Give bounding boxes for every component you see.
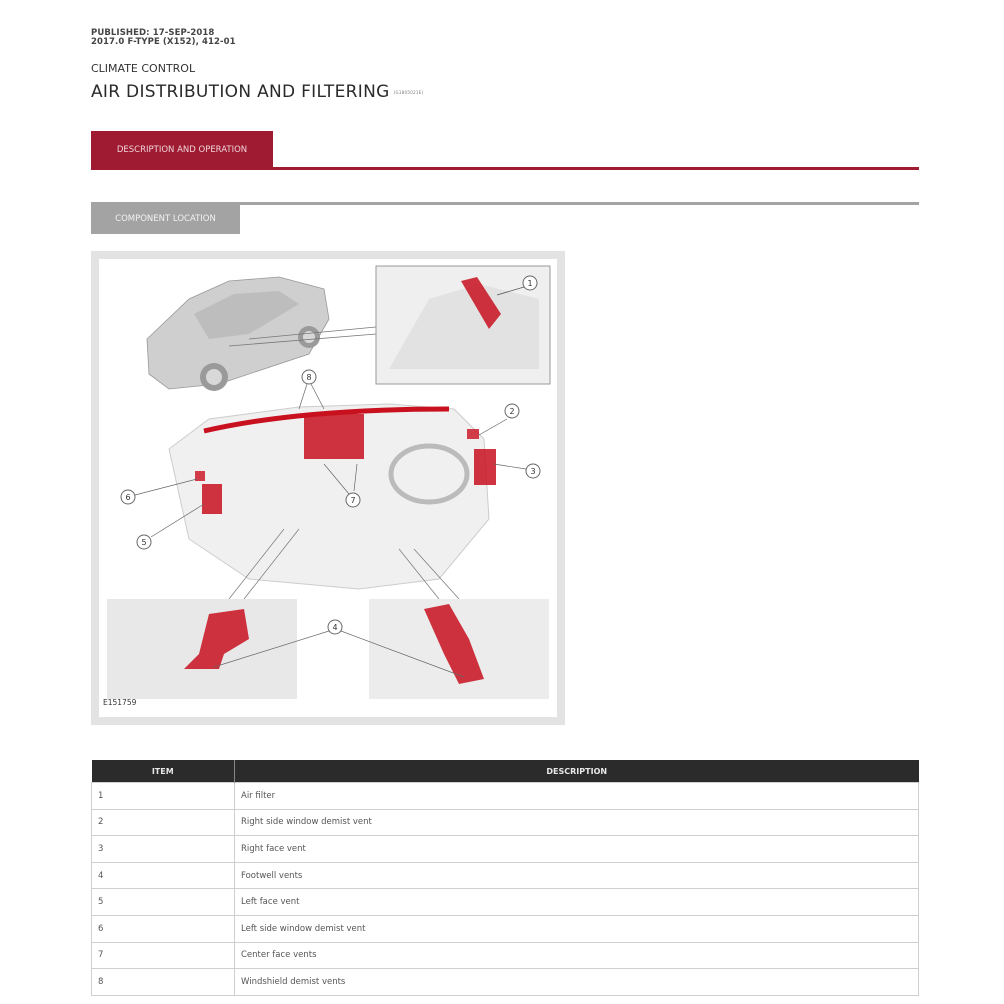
car-illustration xyxy=(147,277,376,391)
figure-canvas xyxy=(99,259,557,717)
table-row xyxy=(92,969,919,996)
footwell-insets xyxy=(107,599,549,699)
item-description: Left face vent xyxy=(235,889,919,916)
table-row xyxy=(92,836,919,863)
section-name: CLIMATE CONTROL xyxy=(91,62,196,75)
table-row xyxy=(92,862,919,889)
divider-red xyxy=(91,167,919,170)
svg-text:8: 8 xyxy=(306,373,312,382)
component-location-figure xyxy=(91,251,565,725)
page-title xyxy=(91,82,423,102)
svg-text:2: 2 xyxy=(509,407,515,416)
table-row xyxy=(92,809,919,836)
svg-text:6: 6 xyxy=(125,493,131,502)
model-info: 2017.0 F-TYPE (X152), 412-01 xyxy=(91,37,236,47)
svg-text:1: 1 xyxy=(527,279,533,288)
item-description: Footwell vents xyxy=(235,862,919,889)
figure-id: E151759 xyxy=(103,698,137,707)
publication-info xyxy=(91,29,236,47)
tab-component-location[interactable]: COMPONENT LOCATION xyxy=(91,203,240,234)
air-filter-inset xyxy=(376,266,550,384)
component-table xyxy=(91,760,919,996)
item-number: 6 xyxy=(92,915,235,942)
dashboard-illustration xyxy=(121,370,540,599)
table-header-row xyxy=(92,760,919,783)
item-description: Left side window demist vent xyxy=(235,915,919,942)
tab-description-and-operation[interactable]: DESCRIPTION AND OPERATION xyxy=(91,131,273,169)
svg-text:4: 4 xyxy=(332,623,338,632)
item-description: Center face vents xyxy=(235,942,919,969)
item-number: 7 xyxy=(92,942,235,969)
table-row xyxy=(92,915,919,942)
item-number: 5 xyxy=(92,889,235,916)
item-description: Right side window demist vent xyxy=(235,809,919,836)
page-title-text: AIR DISTRIBUTION AND FILTERING xyxy=(91,82,390,102)
item-description: Right face vent xyxy=(235,836,919,863)
svg-text:3: 3 xyxy=(530,467,536,476)
item-number: 2 xyxy=(92,809,235,836)
table-row xyxy=(92,783,919,810)
reference-code: (G1805021E) xyxy=(393,89,424,95)
header-description: DESCRIPTION xyxy=(235,760,919,783)
item-number: 8 xyxy=(92,969,235,996)
item-number: 4 xyxy=(92,862,235,889)
header-item: ITEM xyxy=(92,760,235,783)
svg-text:7: 7 xyxy=(350,496,356,505)
item-number: 1 xyxy=(92,783,235,810)
table-row xyxy=(92,889,919,916)
item-description: Windshield demist vents xyxy=(235,969,919,996)
vehicle-diagram xyxy=(99,259,557,717)
svg-text:5: 5 xyxy=(141,538,147,547)
item-description: Air filter xyxy=(235,783,919,810)
published-date: PUBLISHED: 17-SEP-2018 xyxy=(91,28,215,38)
table-row xyxy=(92,942,919,969)
item-number: 3 xyxy=(92,836,235,863)
